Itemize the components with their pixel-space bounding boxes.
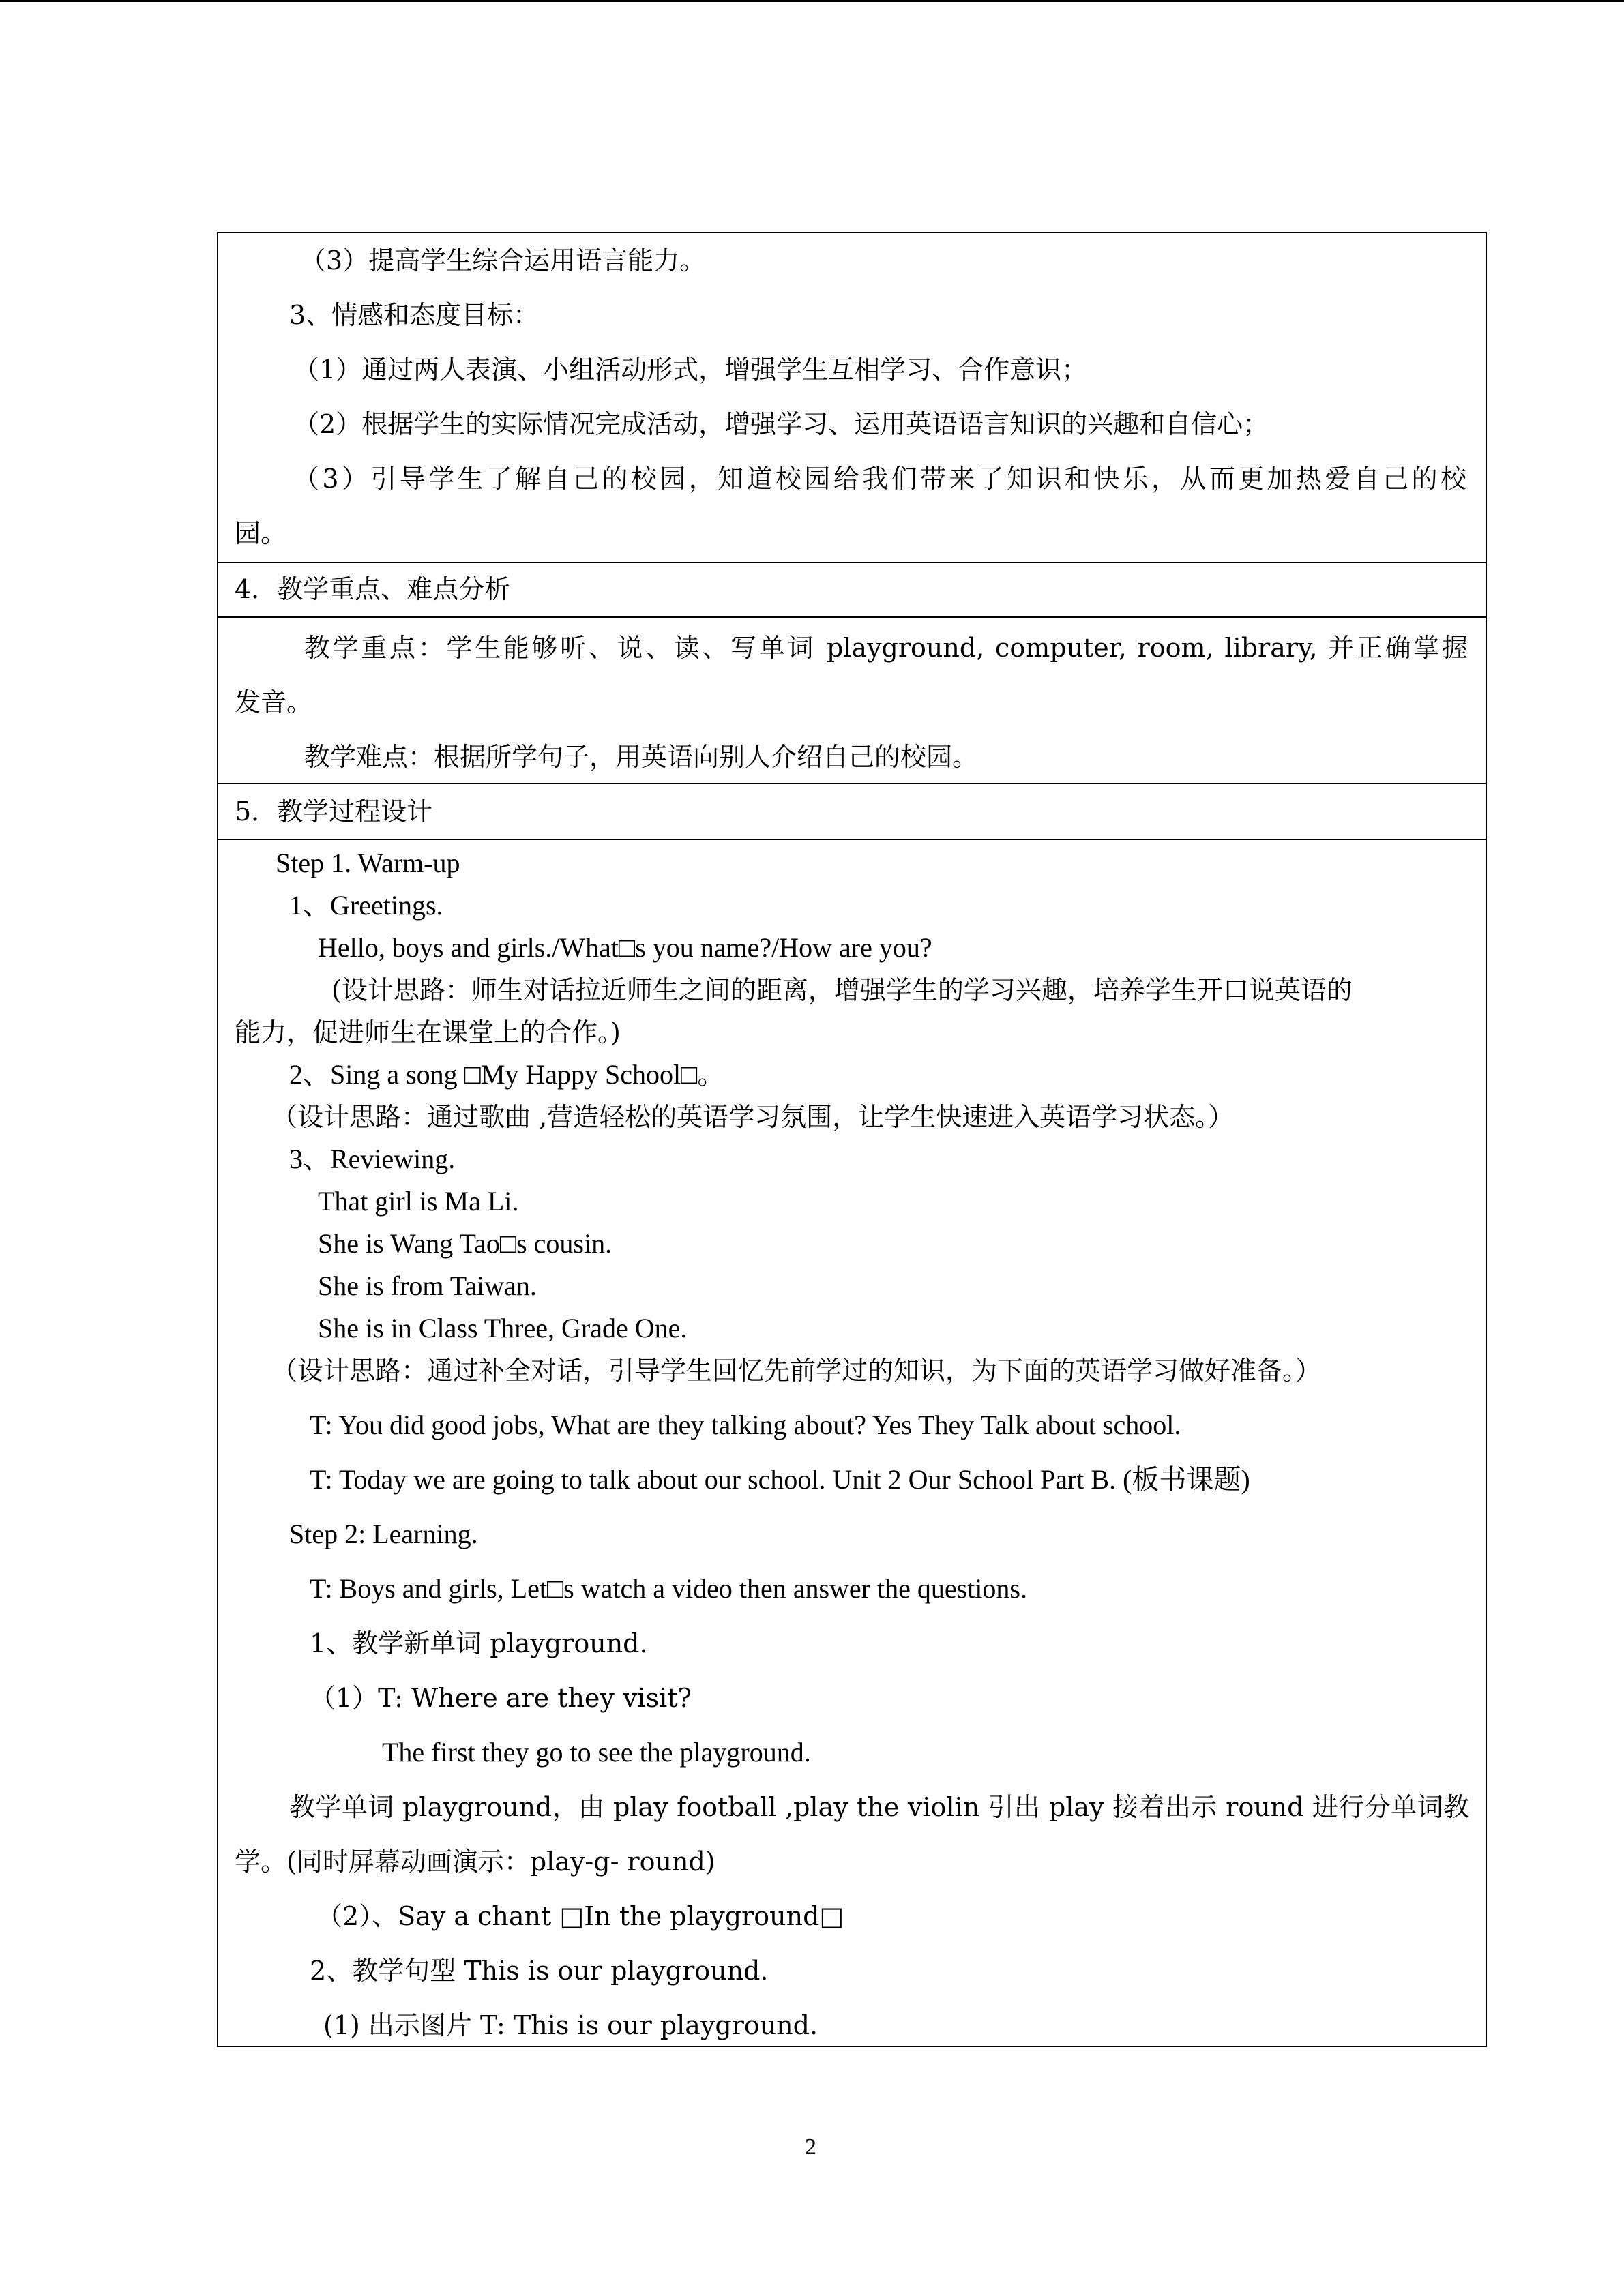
- design-note-1b: 能力，促进师生在课堂上的合作。): [235, 1017, 621, 1047]
- teaching-difficulty: 教学难点：根据所学句子，用英语向别人介绍自己的校园。: [304, 742, 979, 772]
- answer-line: The first they go to see the playground.: [382, 1737, 811, 1768]
- chant-line: （2）、Say a chant □In the playground□: [316, 1901, 844, 1931]
- teacher-line-3: T: Boys and girls, Let□s watch a video then answer the questions.: [310, 1573, 1027, 1604]
- section-5-heading-row: [218, 784, 1486, 839]
- section-4-heading: 4．教学重点、难点分析: [235, 574, 511, 604]
- lesson-plan-table: [217, 232, 1487, 2047]
- word-teaching-line-1: 教学单词 playground，由 play football ,play the violin 引出 play 接着出示 round 进行分单词教: [289, 1792, 1469, 1822]
- new-word-heading: 1、教学新单词 playground.: [310, 1628, 648, 1658]
- objective-line-4: （2）根据学生的实际情况完成活动，增强学习、运用英语语言知识的兴趣和自信心；: [293, 409, 1269, 439]
- teaching-focus-line-2: 发音。: [235, 687, 313, 717]
- objectives-section: [218, 233, 1486, 562]
- objective-line-3: （1）通过两人表演、小组活动形式，增强学生互相学习、合作意识；: [293, 355, 1088, 385]
- teaching-focus-line-1: 教学重点：学生能够听、说、读、写单词 playground, computer, room, library, 并正确掌握: [304, 633, 1468, 663]
- greetings-text: Hello, boys and girls./What□s you name?/How are you?: [318, 932, 932, 963]
- review-line-2: She is Wang Tao□s cousin.: [318, 1228, 612, 1259]
- top-border-line: [0, 0, 1624, 2]
- step-2-heading: Step 2: Learning.: [289, 1519, 478, 1549]
- review-line-4: She is in Class Three, Grade One.: [318, 1313, 688, 1343]
- section-5-heading: 5．教学过程设计: [235, 796, 433, 826]
- sing-a-song: 2、Sing a song □My Happy School□。: [289, 1059, 725, 1090]
- section-5-content: [218, 840, 1486, 2047]
- section-4-heading-row: [218, 563, 1486, 616]
- greetings-heading: 1、Greetings.: [289, 890, 443, 921]
- word-teaching-line-2: 学。(同时屏幕动画演示：play-g- round): [235, 1847, 715, 1877]
- question-line: （1）T: Where are they visit?: [310, 1683, 692, 1713]
- step-1-heading: Step 1. Warm-up: [276, 848, 460, 878]
- teacher-line-2: T: Today we are going to talk about our school. Unit 2 Our School Part B. (板书课题): [310, 1464, 1250, 1495]
- objective-line-6: 园。: [235, 518, 287, 548]
- objective-line-5: （3）引导学生了解自己的校园，知道校园给我们带来了知识和快乐，从而更加热爱自己的校: [293, 464, 1466, 494]
- show-picture-line: (1) 出示图片 T: This is our playground.: [323, 2010, 818, 2040]
- review-line-1: That girl is Ma Li.: [318, 1186, 519, 1217]
- design-note-2: （设计思路：通过歌曲 ,营造轻松的英语学习氛围，让学生快速进入英语学习状态。）: [271, 1102, 1235, 1132]
- objective-line-1: （3）提高学生综合运用语言能力。: [300, 245, 706, 275]
- section-4-content: [218, 618, 1486, 783]
- design-note-1a: (设计思路：师生对话拉近师生之间的距离，增强学生的学习兴趣，培养学生开口说英语的: [331, 975, 1353, 1005]
- objective-heading-3: 3、情感和态度目标：: [289, 300, 540, 330]
- review-line-3: She is from Taiwan.: [318, 1270, 537, 1301]
- sentence-pattern-heading: 2、教学句型 This is our playground.: [310, 1956, 769, 1986]
- reviewing-heading: 3、Reviewing.: [289, 1144, 456, 1174]
- design-note-3: （设计思路：通过补全对话，引导学生回忆先前学过的知识，为下面的英语学习做好准备。）: [271, 1356, 1322, 1386]
- page-number: 2: [805, 2134, 816, 2160]
- teacher-line-1: T: You did good jobs, What are they talking about? Yes They Talk about school.: [310, 1410, 1181, 1440]
